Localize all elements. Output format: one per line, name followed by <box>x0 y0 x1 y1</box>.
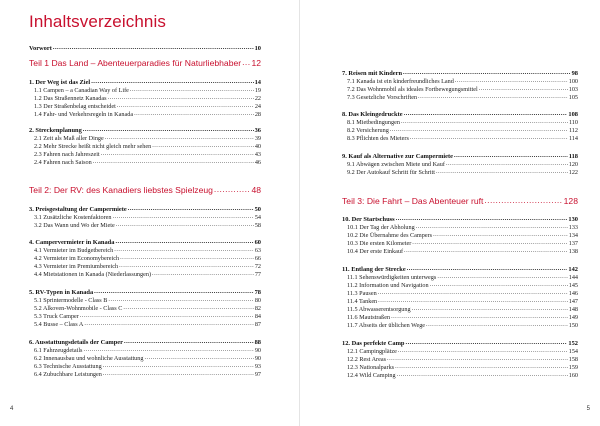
leader-dots <box>152 270 254 277</box>
toc-sub-6-2[interactable] <box>29 355 261 362</box>
toc-chapter-1[interactable] <box>29 79 261 86</box>
leader-dots <box>430 281 568 288</box>
toc-entry-page: 130 <box>568 216 578 223</box>
leader-dots <box>119 262 254 269</box>
toc-sub-3-2[interactable] <box>29 222 261 229</box>
leader-dots <box>436 168 568 175</box>
toc-entry-title: 8.1 Mietbedingungen <box>347 119 400 126</box>
toc-entry-page: 90 <box>254 347 261 354</box>
toc-entry-title: 10.4 Der erste Einkauf <box>347 248 404 255</box>
toc-sub-7-3[interactable] <box>342 94 578 101</box>
toc-entry-page: 105 <box>568 94 578 101</box>
toc-entry-page: 110 <box>568 119 578 126</box>
toc-entry-title: 7.1 Kanada ist ein kinderfreundliches Land <box>347 78 454 85</box>
toc-entry-page: 43 <box>254 151 261 158</box>
toc-entry-page: 24 <box>254 103 261 110</box>
toc-entry-page: 138 <box>568 248 578 255</box>
toc-entry-page: 28 <box>254 111 261 118</box>
toc-sub-11-6[interactable] <box>342 314 578 321</box>
leader-dots <box>378 297 568 304</box>
leader-dots <box>405 339 567 346</box>
leader-dots <box>404 110 568 117</box>
toc-entry-page: 60 <box>254 239 261 246</box>
leader-dots <box>124 338 254 345</box>
toc-entry-title: 8.2 Versicherung <box>347 127 389 134</box>
leader-dots <box>454 152 568 159</box>
toc-chapter-11[interactable] <box>342 266 578 273</box>
toc-sub-2-2[interactable] <box>29 143 261 150</box>
toc-sub-9-1[interactable] <box>342 161 578 168</box>
toc-entry-page: 159 <box>568 364 578 371</box>
toc-sub-11-4[interactable] <box>342 298 578 305</box>
toc-entry-title: 12.1 Campingplätze <box>347 348 397 355</box>
toc-entry-page: 144 <box>568 274 578 281</box>
toc-sub-11-7[interactable] <box>342 322 578 329</box>
toc-entry-title: Teil 1 Das Land – Abenteuerparadies für Naturliebhaber <box>29 58 242 68</box>
toc-entry-page: 128 <box>563 196 578 206</box>
toc-entry-page: 93 <box>254 363 261 370</box>
toc-sub-7-2[interactable] <box>342 86 578 93</box>
toc-entry-title: 3. Preisgestaltung der Campermiete <box>29 206 127 213</box>
toc-entry-title: 1. Der Weg ist das Ziel <box>29 79 91 86</box>
leader-dots <box>403 69 571 76</box>
toc-entry-page: 66 <box>254 255 261 262</box>
leader-dots <box>108 94 254 101</box>
leader-dots <box>398 347 568 354</box>
toc-sub-10-4[interactable] <box>342 248 578 255</box>
leader-dots <box>108 296 253 303</box>
toc-entry-title: 4.2 Vermieter im Economybereich <box>34 255 120 262</box>
toc-entry-title: Vorwort <box>29 45 52 52</box>
toc-entry-page: 97 <box>254 371 261 378</box>
toc-entry-page: 150 <box>568 322 578 329</box>
leader-dots <box>84 320 253 327</box>
toc-entry-page: 98 <box>571 70 578 77</box>
leader-dots <box>484 195 562 205</box>
toc-entry-title: 8. Das Kleingedruckte <box>342 111 403 118</box>
toc-sub-6-1[interactable] <box>29 347 261 354</box>
toc-entry-page: 36 <box>254 127 261 134</box>
leader-dots <box>390 126 568 133</box>
toc-sub-3-1[interactable] <box>29 214 261 221</box>
toc-entry-page: 72 <box>254 263 261 270</box>
toc-entry-title: 5.3 Truck Camper <box>34 313 79 320</box>
toc-sub-11-1[interactable] <box>342 274 578 281</box>
toc-entry-page: 152 <box>568 340 578 347</box>
toc-entry-title: 11.1 Sehenswürdigkeiten unterwegs <box>347 274 437 281</box>
toc-entry-title: 9.1 Abwägen zwischen Miete und Kauf <box>347 161 445 168</box>
toc-entry-title: 5.1 Sprintermodelle - Class B <box>34 297 108 304</box>
leader-dots <box>407 265 568 272</box>
toc-sub-11-2[interactable] <box>342 282 578 289</box>
toc-sub-12-1[interactable] <box>342 348 578 355</box>
toc-entry-title: 4.4 Mietstationen in Kanada (Niederlassungen) <box>34 271 152 278</box>
toc-entry-page: 78 <box>254 289 261 296</box>
toc-chapter-6[interactable] <box>29 339 261 346</box>
leader-dots <box>53 44 254 51</box>
toc-entry-page: 12 <box>251 58 261 68</box>
toc-entry-page: 112 <box>568 127 578 134</box>
leader-dots <box>395 363 568 370</box>
toc-chapter-2[interactable] <box>29 127 261 134</box>
toc-entry-page: 39 <box>254 135 261 142</box>
leader-dots <box>242 57 250 67</box>
toc-entry-page: 22 <box>254 95 261 102</box>
page-title: Inhaltsverzeichnis <box>29 12 166 31</box>
toc-entry-page: 122 <box>568 169 578 176</box>
toc-entry-title: 7.2 Das Wohnmobil als ideales Fortbewegungsmittel <box>347 86 478 93</box>
leader-dots <box>120 254 254 261</box>
leader-dots <box>123 304 253 311</box>
toc-entry-title: 6.4 Zubuchbare Leistungen <box>34 371 102 378</box>
toc-sub-5-4[interactable] <box>29 321 261 328</box>
toc-entry-title: Teil 3: Die Fahrt – Das Abenteuer ruft <box>342 196 484 206</box>
toc-part-2[interactable] <box>29 185 261 195</box>
toc-entry-page: 114 <box>568 135 578 142</box>
toc-sub-10-1[interactable] <box>342 224 578 231</box>
toc-sub-12-3[interactable] <box>342 364 578 371</box>
leader-dots <box>401 118 568 125</box>
toc-sub-12-2[interactable] <box>342 356 578 363</box>
leader-dots <box>103 362 254 369</box>
toc-sub-1-4[interactable] <box>29 111 261 118</box>
toc-entry-title: 5. RV-Typen in Kanada <box>29 289 94 296</box>
toc-entry-title: 10. Der Startschuss <box>342 216 395 223</box>
leader-dots <box>416 223 568 230</box>
toc-entry-page: 63 <box>254 247 261 254</box>
toc-entry-page: 84 <box>254 313 261 320</box>
right-page <box>300 0 600 426</box>
toc-entry-page: 48 <box>251 185 261 195</box>
toc-entry-title: 11.4 Tanken <box>347 298 378 305</box>
toc-sub-2-4[interactable] <box>29 159 261 166</box>
toc-entry-page: 88 <box>254 339 261 346</box>
toc-entry-page: 137 <box>568 240 578 247</box>
leader-dots <box>83 126 254 133</box>
toc-sub-7-1[interactable] <box>342 78 578 85</box>
toc-entry-title: 1.2 Das Straßennetz Kanadas <box>34 95 107 102</box>
leader-dots <box>105 134 254 141</box>
leader-dots <box>479 85 568 92</box>
page-number-left: 4 <box>10 406 14 412</box>
toc-entry-page: 80 <box>254 297 261 304</box>
leader-dots <box>128 205 254 212</box>
toc-entry-page: 14 <box>254 79 261 86</box>
toc-part-1[interactable] <box>29 58 261 68</box>
toc-sub-4-2[interactable] <box>29 255 261 262</box>
toc-entry-title: Teil 2: Der RV: des Kanadiers liebstes Spielzeug <box>29 185 213 195</box>
toc-entry-title: 12. Das perfekte Camp <box>342 340 405 347</box>
leader-dots <box>418 93 568 100</box>
toc-entry-page: 10 <box>254 45 261 52</box>
toc-sub-8-1[interactable] <box>342 119 578 126</box>
toc-entry-page: 40 <box>254 143 261 150</box>
toc-sub-6-4[interactable] <box>29 371 261 378</box>
toc-entry-page: 90 <box>254 355 261 362</box>
leader-dots <box>387 355 568 362</box>
toc-entry-page: 145 <box>568 282 578 289</box>
toc-entry-title: 8.3 Pflichten des Mieters <box>347 135 409 142</box>
toc-entry-page: 142 <box>568 266 578 273</box>
toc-entry-title: 10.3 Die ersten Kilometer <box>347 240 412 247</box>
toc-sub-6-3[interactable] <box>29 363 261 370</box>
leader-dots <box>130 86 254 93</box>
leader-dots <box>113 213 254 220</box>
toc-entry-page: 46 <box>254 159 261 166</box>
toc-entry-page: 77 <box>254 271 261 278</box>
toc-sub-12-4[interactable] <box>342 372 578 379</box>
leader-dots <box>214 184 251 194</box>
toc-sub-10-3[interactable] <box>342 240 578 247</box>
toc-entry-title: 2.2 Mehr Strecke heißt nicht gleich mehr sehen <box>34 143 152 150</box>
toc-entry-title: 12.2 Rest Areas <box>347 356 387 363</box>
toc-sub-4-3[interactable] <box>29 263 261 270</box>
toc-entry-page: 154 <box>568 348 578 355</box>
toc-entry-page: 100 <box>568 78 578 85</box>
toc-entry-page: 58 <box>254 222 261 229</box>
toc-entry-title: 6. Ausstattungsdetails der Camper <box>29 339 123 346</box>
toc-sub-1-1[interactable] <box>29 87 261 94</box>
toc-sub-2-1[interactable] <box>29 135 261 142</box>
toc-entry-page: 19 <box>254 87 261 94</box>
toc-entry-title: 12.3 Nationalparks <box>347 364 395 371</box>
toc-entry-title: 7.3 Gesetzliche Vorschriften <box>347 94 418 101</box>
leader-dots <box>134 110 254 117</box>
leader-dots <box>114 246 254 253</box>
toc-entry-page: 133 <box>568 224 578 231</box>
toc-entry-title: 2.3 Fahren nach Jahreszeit <box>34 151 100 158</box>
toc-chapter-7[interactable] <box>342 70 578 77</box>
leader-dots <box>410 134 568 141</box>
toc-sub-8-2[interactable] <box>342 127 578 134</box>
toc-chapter-8[interactable] <box>342 111 578 118</box>
leader-dots <box>94 288 253 295</box>
toc-sub-4-1[interactable] <box>29 247 261 254</box>
toc-sub-2-3[interactable] <box>29 151 261 158</box>
leader-dots <box>396 215 568 222</box>
leader-dots <box>455 77 568 84</box>
toc-entry-title: 9. Kauf als Alternative zur Campermiete <box>342 153 453 160</box>
leader-dots <box>412 239 567 246</box>
toc-entry-title: 11.6 Mautstraßen <box>347 314 391 321</box>
toc-entry-title: 2.4 Fahren nach Saison <box>34 159 92 166</box>
leader-dots <box>116 221 254 228</box>
toc-sub-10-2[interactable] <box>342 232 578 239</box>
toc-sub-1-2[interactable] <box>29 95 261 102</box>
leader-dots <box>433 231 568 238</box>
toc-entry-title: 4.3 Vermieter im Premiumbereich <box>34 263 119 270</box>
toc-entry-page: 87 <box>254 321 261 328</box>
toc-entry-title: 9.2 Der Autokauf Schritt für Schritt <box>347 169 435 176</box>
toc-entry-title: 10.1 Der Tag der Abholung <box>347 224 415 231</box>
toc-sub-11-3[interactable] <box>342 290 578 297</box>
toc-sub-4-4[interactable] <box>29 271 261 278</box>
toc-entry-page: 82 <box>254 305 261 312</box>
toc-entry-title: 4. Campervermieter in Kanada <box>29 239 115 246</box>
toc-entry-page: 54 <box>254 214 261 221</box>
toc-entry-page: 158 <box>568 356 578 363</box>
toc-chapter-3[interactable] <box>29 206 261 213</box>
toc-entry-page: 160 <box>568 372 578 379</box>
leader-dots <box>404 247 568 254</box>
toc-entry-vorwort[interactable] <box>29 45 261 52</box>
toc-entry-title: 11. Entlang der Strecke <box>342 266 406 273</box>
leader-dots <box>93 158 254 165</box>
toc-entry-page: 120 <box>568 161 578 168</box>
toc-entry-page: 149 <box>568 314 578 321</box>
toc-sub-5-3[interactable] <box>29 313 261 320</box>
toc-entry-title: 12.4 Wild Camping <box>347 372 396 379</box>
toc-entry-title: 11.3 Pausen <box>347 290 377 297</box>
toc-entry-page: 148 <box>568 306 578 313</box>
leader-dots <box>144 354 253 361</box>
leader-dots <box>115 238 253 245</box>
toc-sub-11-5[interactable] <box>342 306 578 313</box>
toc-chapter-5[interactable] <box>29 289 261 296</box>
leader-dots <box>397 371 568 378</box>
toc-entry-title: 4.1 Vermieter im Budgetbereich <box>34 247 114 254</box>
toc-chapter-9[interactable] <box>342 153 578 160</box>
toc-entry-title: 6.1 Fahrzeugdetails <box>34 347 83 354</box>
toc-entry-title: 5.2 Alkoven-Wohnmobile - Class C <box>34 305 123 312</box>
toc-entry-page: 146 <box>568 290 578 297</box>
toc-entry-page: 50 <box>254 206 261 213</box>
toc-chapter-4[interactable] <box>29 239 261 246</box>
leader-dots <box>437 273 567 280</box>
toc-entry-title: 1.1 Campen – a Canadian Way of Life <box>34 87 129 94</box>
toc-sub-9-2[interactable] <box>342 169 578 176</box>
leader-dots <box>103 370 254 377</box>
leader-dots <box>101 150 254 157</box>
toc-sub-5-2[interactable] <box>29 305 261 312</box>
toc-entry-title: 3.1 Zusätzliche Kostenfaktoren <box>34 214 112 221</box>
leader-dots <box>152 142 254 149</box>
toc-entry-page: 134 <box>568 232 578 239</box>
toc-entry-title: 10.2 Die Übernahme des Campers <box>347 232 433 239</box>
leader-dots <box>446 160 568 167</box>
toc-entry-page: 118 <box>568 153 578 160</box>
toc-sub-1-3[interactable] <box>29 103 261 110</box>
toc-entry-title: 11.2 Information und Navigation <box>347 282 429 289</box>
toc-entry-page: 147 <box>568 298 578 305</box>
toc-entry-title: 11.7 Abseits der üblichen Wege <box>347 322 426 329</box>
toc-entry-page: 108 <box>568 111 578 118</box>
toc-entry-title: 6.2 Innenausbau und wohnliche Ausstattung <box>34 355 144 362</box>
toc-entry-title: 1.3 Der Straßenbelag entscheidet <box>34 103 116 110</box>
leader-dots <box>412 305 568 312</box>
page-number-right: 5 <box>586 406 590 412</box>
toc-entry-title: 3.2 Das Wann und Wo der Miete <box>34 222 115 229</box>
toc-part-3[interactable] <box>342 196 578 206</box>
toc-sub-8-3[interactable] <box>342 135 578 142</box>
leader-dots <box>83 346 253 353</box>
leader-dots <box>426 321 568 328</box>
toc-entry-title: 11.5 Abwasserentsorgung <box>347 306 411 313</box>
leader-dots <box>80 312 254 319</box>
toc-entry-title: 5.4 Busse – Class A <box>34 321 84 328</box>
leader-dots <box>391 313 568 320</box>
toc-chapter-12[interactable] <box>342 340 578 347</box>
toc-entry-title: 7. Reisen mit Kindern <box>342 70 402 77</box>
leader-dots <box>91 78 253 85</box>
toc-entry-title: 6.3 Technische Ausstattung <box>34 363 102 370</box>
toc-entry-title: 1.4 Fahr- und Verkehrsregeln in Kanada <box>34 111 134 118</box>
toc-entry-title: 2. Streckenplanung <box>29 127 82 134</box>
toc-entry-page: 103 <box>568 86 578 93</box>
toc-entry-title: 2.1 Zeit als Maß aller Dinge <box>34 135 104 142</box>
toc-chapter-10[interactable] <box>342 216 578 223</box>
leader-dots <box>378 289 568 296</box>
toc-sub-5-1[interactable] <box>29 297 261 304</box>
leader-dots <box>117 102 254 109</box>
